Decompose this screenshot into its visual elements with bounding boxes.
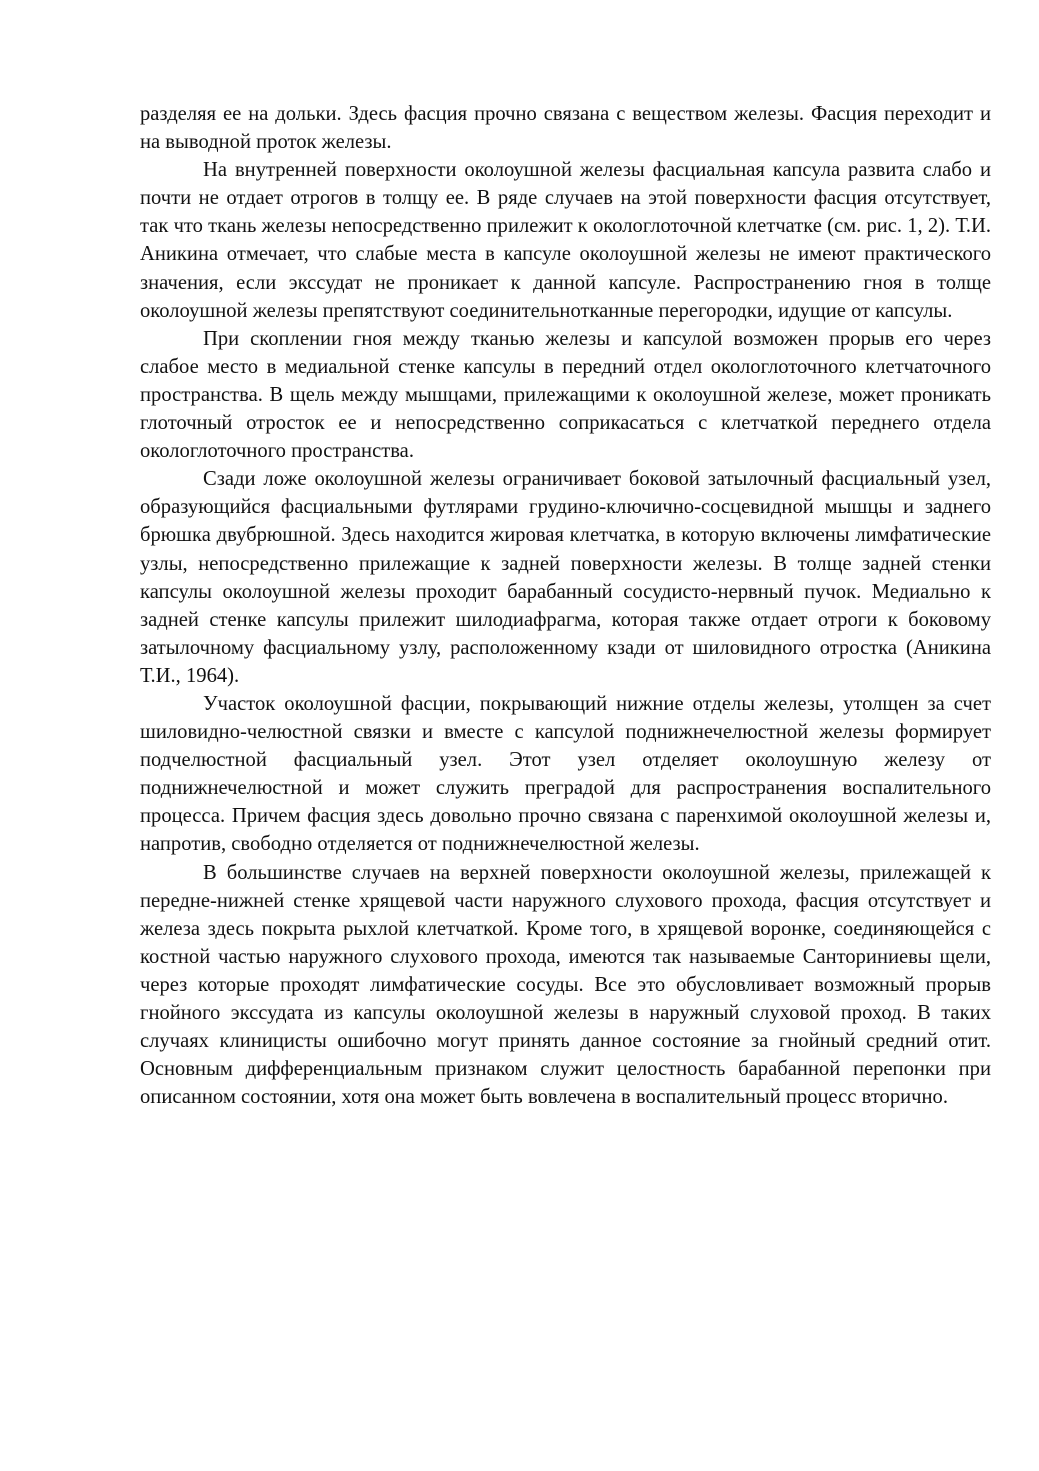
- paragraph-posterior-bed: Сзади ложе околоушной железы ограничивает боковой затылочный фасциальный узел, образующийся фасциальными футлярами грудино-ключично-сосцевидной мышцы и заднего брюшка двубрюшной. Здесь находится жировая клетчатка, в которую включены лимфатические узлы, непосредственно прилежащие к задней поверхности железы. В толще задней стенки капсулы околоушной железы проходит барабанный сосудисто-нервный пучок. Медиально к задней стенке капсулы прилежит шилодиафрагма, которая также отдает отроги к боковому затылочному фасциальному узлу, расположенному кзади от шиловидного отростка (Аникина Т.И., 1964).: [140, 468, 991, 687]
- paragraph-upper-surface: В большинстве случаев на верхней поверхности околоушной железы, прилежащей к передне-нижней стенке хрящевой части наружного слухового прохода, фасция отсутствует и железа здесь покрыта рыхлой клетчаткой. Кроме того, в хрящевой воронке, соединяющейся с костной частью наружного слухового прохода, имеются так называемые Санториниевы щели, через которые проходят лимфатические сосуды. Все это обусловливает возможный прорыв гнойного экссудата из капсулы околоушной железы в наружный слуховой проход. В таких случаях клиницисты ошибочно могут принять данное состояние за гнойный средний отит. Основным дифференциальным признаком служит целостность барабанной перепонки при описанном состоянии, хотя она может быть вовлечена в воспалительный процесс вторично.: [140, 861, 991, 1109]
- paragraph-lower-fascia: Участок околоушной фасции, покрывающий нижние отделы железы, утолщен за счет шиловидно-челюстной связки и вместе с капсулой поднижнечелюстной железы формирует подчелюстной фасциальный узел. Этот узел отделяет околоушную железу от поднижнечелюстной и может служить преградой для распространения воспалительного процесса. Причем фасция здесь довольно прочно связана с паренхимой околоушной железы и, напротив, свободно отделяется от поднижнечелюстной железы.: [140, 692, 991, 856]
- document-page: [140, 100, 991, 1111]
- paragraph-inner-surface: На внутренней поверхности околоушной железы фасциальная капсула развита слабо и почти не отдает отрогов в толщу ее. В ряде случаев на этой поверхности фасция отсутствует, так что ткань железы непосредственно прилежит к окологлоточной клетчатке (см. рис. 1, 2). Т.И. Аникина отмечает, что слабые места в капсуле околоушной железы не имеют практического значения, если экссудат не проникает к данной капсуле. Распространению гноя в толще околоушной железы препятствуют соединительнотканные перегородки, идущие от капсулы.: [140, 159, 991, 322]
- paragraph-continuation: разделяя ее на дольки. Здесь фасция прочно связана с веществом железы. Фасция переходит и на выводной проток железы.: [140, 103, 991, 154]
- paragraph-pus-accumulation: При скоплении гноя между тканью железы и капсулой возможен прорыв его через слабое место в медиальной стенке капсулы в передний отдел окологлоточного клетчаточного пространства. В щель между мышцами, прилежащими к околоушной железе, может проникать глоточный отросток ее и непосредственно соприкасаться с клетчаткой переднего отдела окологлоточного пространства.: [140, 327, 991, 463]
